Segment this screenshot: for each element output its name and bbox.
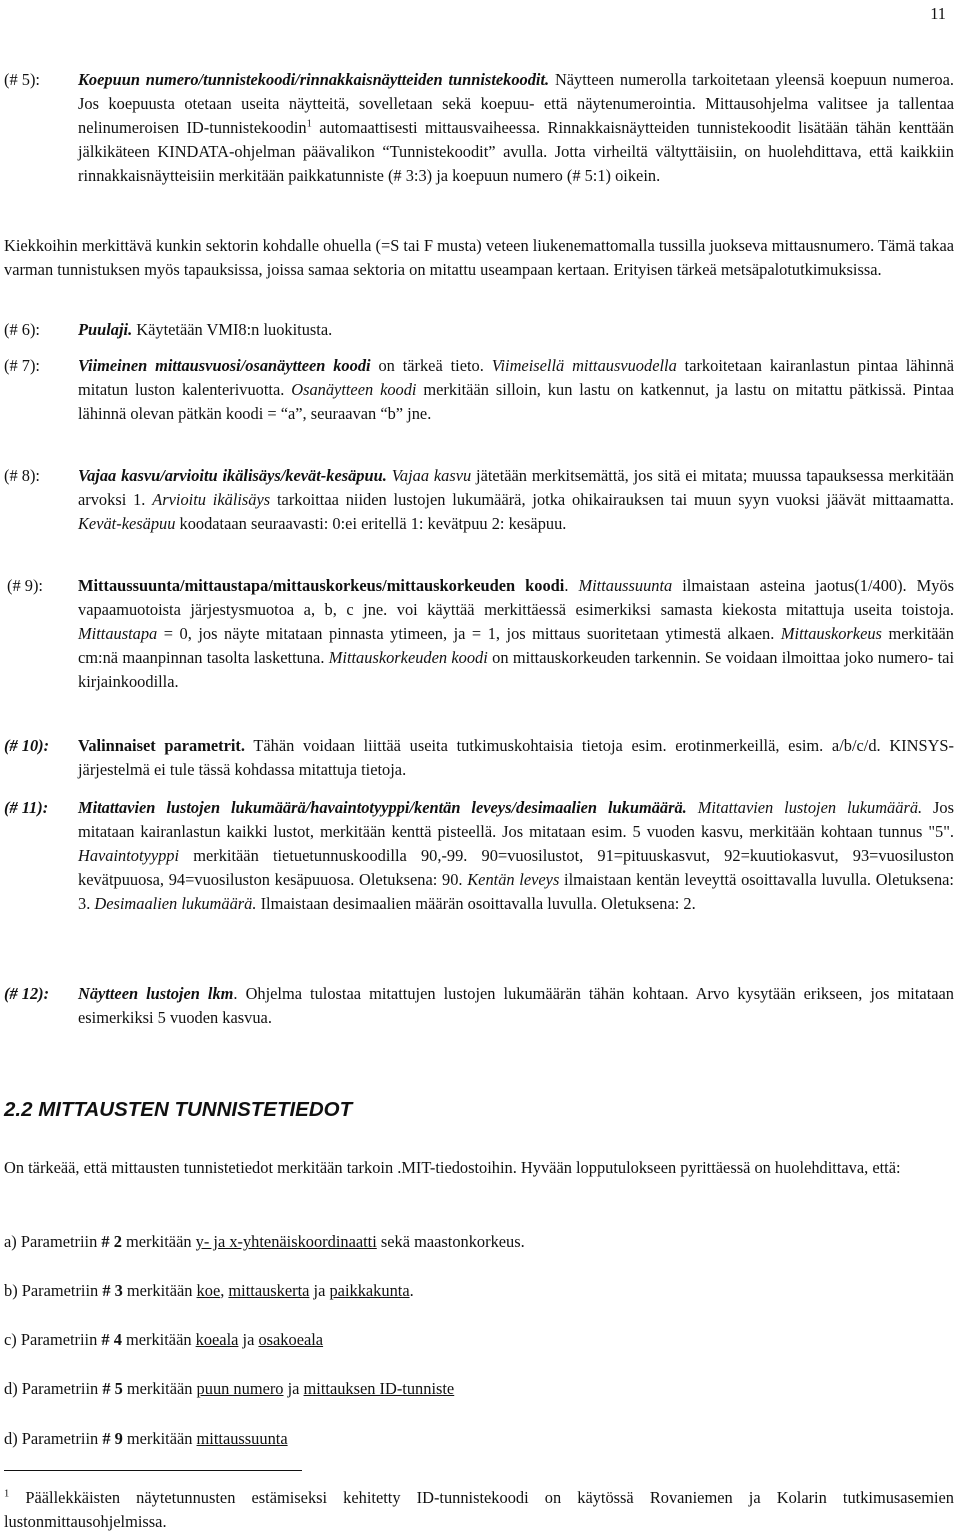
- param-tag-text: (# 10):: [4, 736, 50, 755]
- param-tag: (# 9):: [7, 576, 43, 595]
- param-tag: [4, 982, 49, 1006]
- param-ref: # 9: [102, 1429, 123, 1448]
- param-text: Käytetään VMI8:n luokitusta.: [132, 320, 333, 339]
- param-description: [78, 574, 954, 694]
- param-title: Puulaji.: [78, 320, 133, 339]
- param-text: jätetään merkitsemättä, jos sitä ei mitata; muussa tapauksessa merkitään arvoksi 1.: [78, 466, 954, 509]
- param-text: Jos mitataan kairanlastun kaikki lustot, merkitään kenttä pisteellä. Jos mitataan esim. 5 vuoden kasvu, merkitään kohtaan tunnus "5".: [78, 798, 955, 841]
- param-tag-text: (# 11):: [4, 798, 49, 817]
- list-text: merkitään: [122, 1281, 197, 1300]
- term: Desimaalien lukumäärä.: [94, 893, 257, 913]
- list-text: ja: [238, 1330, 259, 1349]
- param-title: Mitattavien lustojen lukumäärä/havaintotyyppi/kentän leveys/desimaalien lukumäärä.: [78, 798, 687, 817]
- list-text: merkitään: [122, 1379, 197, 1398]
- param-ref: # 3: [102, 1281, 123, 1300]
- param-description: [78, 354, 954, 426]
- param-text: automaattisesti mittausvaiheessa. Rinnakkaisnäytteiden tunnistekoodit lisätään tähän kenttään jälkikäteen KINDATA-ohjelman päävalikon “Tunnistekoodit” avulla. Jotta virheiltä vältyttäisiin, on huolehdittava, että kaikkiin rinnakkaisnäytteisiin merkitään paikkatunniste (# 3:3) ja koepuun numero (# 5:1) oikein.: [78, 117, 954, 185]
- underlined-term: koe: [196, 1281, 221, 1300]
- list-text: merkitään: [121, 1232, 196, 1251]
- param-9-section: [0, 574, 954, 694]
- param-text: . Ohjelma tulostaa mitattujen lustojen lukumäärän tähän kohtaan. Arvo kysytään erikseen, jos mitataan esimerkiksi 5 vuoden kasvua.: [78, 984, 954, 1027]
- footnote: [0, 1486, 954, 1534]
- term: Viimeisellä mittausvuodella: [491, 356, 677, 375]
- underlined-term: puun numero: [196, 1379, 284, 1398]
- param-text: .: [564, 576, 579, 595]
- param-description: [78, 68, 954, 188]
- param-text: Näytteen numerolla tarkoitetaan yleensä koepuun numeroa. Jos koepuusta otetaan useita näytteitä, sovelletaan sekä koepuu- että näytenumerointia. Mittausohjelma valitsee ja tallentaa nelinumeroisen ID-tunnistekoodin: [78, 70, 954, 137]
- param-title: Viimeinen mittausvuosi/osanäytteen koodi: [78, 356, 371, 375]
- param-text: merkitään silloin, kun lastu on katkennut, ja lastu on mitattu pätkissä. Pintaa lähinnä olevan pätkän koodi = “a”, seuraavan “b” jne.: [78, 379, 955, 423]
- footnote-text: [4, 1486, 954, 1534]
- param-title: Näytteen lustojen lkm: [78, 984, 234, 1003]
- term: Mitattavien lustojen lukumäärä.: [686, 798, 923, 817]
- list-item: [4, 1279, 954, 1303]
- list-item: [4, 1328, 954, 1352]
- param-10-section: [0, 734, 954, 782]
- underlined-term: mittauksen ID-tunniste: [303, 1379, 455, 1398]
- section-heading: 2.2 MITTAUSTEN TUNNISTETIEDOT: [4, 1098, 353, 1121]
- param-7-section: [0, 354, 954, 426]
- term: Arvioitu ikälisäys: [152, 489, 271, 509]
- underlined-term: y- ja x-yhtenäiskoordinaatti: [195, 1232, 377, 1251]
- list-text: ja: [309, 1281, 330, 1300]
- param-text: ilmaistaan asteina jaotus(1/400). Myös vapaamuotoista järjestysmuotoa a, b, c jne. voi käyttää merkittäessä esimerkiksi samasta kiekosta mitattuja useita toistoja.: [78, 576, 954, 619]
- list-text: b) Parametriin: [4, 1281, 103, 1300]
- param-tag-text: (# 12):: [4, 984, 50, 1003]
- param-description: [78, 734, 954, 782]
- paragraph-text: On tärkeää, että mittausten tunnistetiedot merkitään tarkoin .MIT-tiedostoihin. Hyvään lopputulokseen pyrittäessä on huolehdittava, että:: [4, 1158, 901, 1177]
- underlined-term: mittauskerta: [228, 1281, 310, 1300]
- param-text: Ilmaistaan desimaalien määrän osoittavalla luvulla. Oletuksena: 2.: [256, 893, 696, 913]
- param-text: ilmaistaan kentän leveyttä osoittavalla luvulla. Oletuksena: 3.: [78, 869, 954, 913]
- term: Havaintotyyppi: [78, 845, 180, 865]
- param-tag: [4, 796, 48, 820]
- list-text: a) Parametriin: [4, 1232, 102, 1251]
- param-description: [78, 464, 954, 536]
- term: Mittaustapa: [78, 623, 158, 643]
- param-title: Koepuun numero/tunnistekoodi/rinnakkaisnäytteiden tunnistekoodit.: [78, 70, 550, 89]
- param-12-section: [0, 982, 954, 1030]
- param-description: [78, 318, 954, 342]
- list-item: [4, 1377, 954, 1401]
- list-text: d) Parametriin: [4, 1429, 103, 1448]
- footnote-number: 1: [4, 1488, 10, 1500]
- param-text: merkitään tietuetunnuskoodilla 90,-99. 90=vuosilustot, 91=pituuskasvut, 92=kuutiokasvut, 93=vuosiluston kevätpuuosa, 94=vuosiluston kesäpuuosa. Oletuksena: 90.: [78, 845, 954, 889]
- param-text: koodataan seuraavasti: 0:ei eritellä 1: kevätpuu 2: kesäpuu.: [175, 513, 567, 533]
- list-text: .: [409, 1281, 414, 1300]
- term: Vajaa kasvu: [386, 466, 472, 485]
- param-title: Valinnaiset parametrit.: [78, 736, 245, 755]
- param-text: merkitään cm:nä maanpinnan tasolta laskettuna.: [78, 623, 954, 667]
- list-text: sekä maastonkorkeus.: [376, 1232, 525, 1251]
- param-tag: (# 6):: [4, 320, 40, 339]
- param-ref: # 2: [101, 1232, 122, 1251]
- param-8-section: [0, 464, 954, 536]
- paragraph-text: Kiekkoihin merkittävä kunkin sektorin kohdalle ohuella (=S tai F musta) veteen liukenemattomalla tussilla juokseva mittausnumero. Tämä takaa varman tunnistuksen myös tapauksissa, joissa samaa sektoria on mitattu useampaan kertaan. Erityisen tärkeä metsäpalotutkimuksissa.: [4, 236, 954, 279]
- list-text: d) Parametriin: [4, 1379, 103, 1398]
- disc-marking-paragraph: [0, 234, 954, 282]
- underlined-term: osakoeala: [258, 1330, 324, 1349]
- intro-paragraph: [0, 1156, 954, 1180]
- param-tag: (# 7):: [4, 356, 40, 375]
- param-text: = 0, jos näyte mitataan pinnasta ytimeen, ja = 1, jos mittaus suoritetaan ytimestä alkaen.: [157, 623, 781, 643]
- param-text: tarkoittaa niiden lustojen lukumäärä, jotka ohikairauksen tai muun syyn vuoksi jäävät mittaamatta.: [270, 489, 954, 509]
- param-description: [78, 982, 954, 1030]
- param-tag: [4, 734, 49, 758]
- term: Kevät-kesäpuu: [78, 513, 176, 533]
- param-5-section: [0, 68, 954, 188]
- param-tag: (# 5):: [4, 70, 40, 89]
- param-ref: # 5: [102, 1379, 123, 1398]
- param-text: on mittauskorkeuden tarkennin. Se voidaan ilmoittaa joko numero- tai kirjainkoodilla.: [78, 647, 955, 691]
- page-number: 11: [930, 4, 946, 23]
- param-ref: # 4: [101, 1330, 122, 1349]
- list-text: ja: [283, 1379, 304, 1398]
- list-text: merkitään: [121, 1330, 196, 1349]
- param-description: [78, 796, 954, 916]
- param-title: Mittaussuunta/mittaustapa/mittauskorkeus/mittauskorkeuden koodi: [78, 576, 565, 595]
- param-tag: (# 8):: [4, 466, 40, 485]
- footnote-divider: [4, 1470, 302, 1471]
- term: Mittauskorkeuden koodi: [328, 647, 488, 667]
- underlined-term: mittaussuunta: [196, 1429, 288, 1448]
- term: Mittaussuunta: [578, 576, 673, 595]
- term: Mittauskorkeus: [780, 623, 882, 643]
- footnote-body: Päällekkäisten näytetunnusten estämiseksi kehitetty ID-tunnistekoodi on käytössä Rovaniemen ja Kolarin tutkimusasemien lustonmittausohjelmissa.: [4, 1488, 954, 1531]
- list-item: [4, 1230, 954, 1254]
- underlined-term: paikkakunta: [329, 1281, 410, 1300]
- term: Osanäytteen koodi: [291, 379, 417, 399]
- param-11-section: [0, 796, 954, 916]
- param-6-section: [0, 318, 954, 342]
- list-item: [4, 1427, 954, 1451]
- param-title: Vajaa kasvu/arvioitu ikälisäys/kevät-kesäpuu.: [78, 466, 387, 485]
- list-text: ,: [220, 1281, 229, 1300]
- list-text: c) Parametriin: [4, 1330, 102, 1349]
- underlined-term: koeala: [195, 1330, 239, 1349]
- param-text: on tärkeä tieto.: [370, 356, 492, 375]
- term: Kentän leveys: [467, 869, 560, 889]
- param-text: tarkoitetaan kairanlastun pintaa lähinnä mitatun luston kalenterivuotta.: [78, 356, 954, 399]
- param-text: Tähän voidaan liittää useita tutkimuskohtaisia tietoja esim. erotinmerkeillä, esim. a/b/c/d. KINSYS- järjestelmä ei tule tässä kohdassa mitattuja tietoja.: [78, 736, 954, 779]
- footnote-ref: 1: [306, 118, 312, 130]
- list-text: merkitään: [122, 1429, 197, 1448]
